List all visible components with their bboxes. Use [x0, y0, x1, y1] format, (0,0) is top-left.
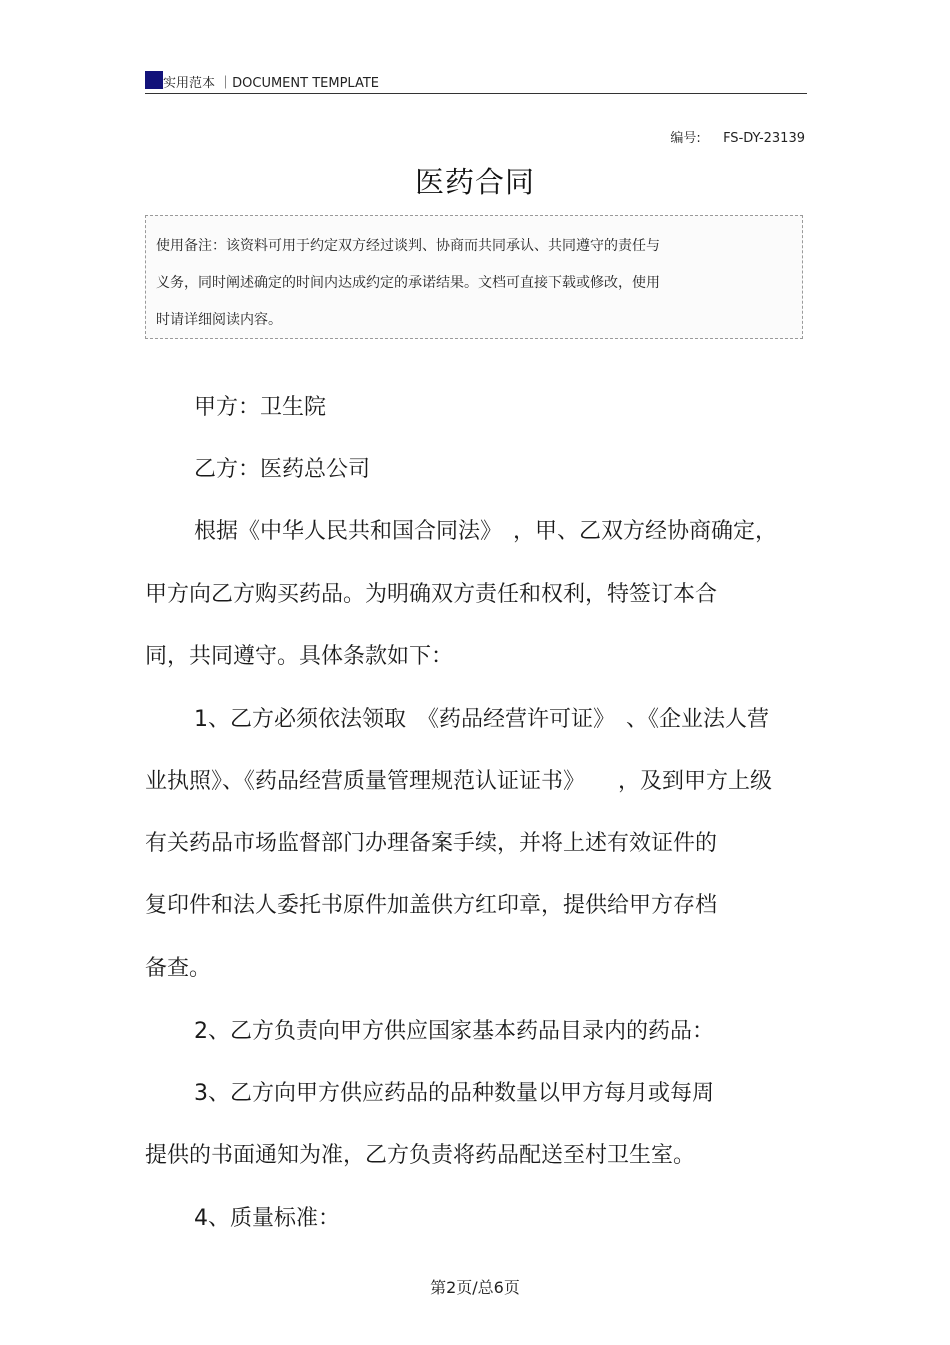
page-header [145, 68, 807, 94]
page-footer: 第2页/总6页 [430, 1278, 520, 1297]
party-b-line: 乙方：医药总公司 [194, 457, 371, 482]
clause-4-line: 4、质量标准： [194, 1206, 340, 1231]
body-paragraph-line: 甲方向乙方购买药品。为明确双方责任和权利，特签订本合 [145, 582, 718, 607]
party-a-line: 甲方：卫生院 [194, 395, 327, 420]
document-title: 医药合同 [414, 165, 535, 199]
clause-1-line: 复印件和法人委托书原件加盖供方红印章，提供给甲方存档 [145, 893, 718, 918]
clause-3-line: 提供的书面通知为准，乙方负责将药品配送至村卫生室。 [145, 1143, 696, 1168]
clause-1-line: 有关药品市场监督部门办理备案手续，并将上述有效证件的 [145, 831, 718, 856]
document-number-value: FS-DY-23139 [723, 131, 805, 146]
clause-2-line: 2、乙方负责向甲方供应国家基本药品目录内的药品： [194, 1019, 714, 1044]
clause-1-line: 备查。 [145, 956, 212, 981]
header-brand-text: 实用范本 ｜DOCUMENT TEMPLATE [163, 76, 379, 91]
clause-3-line: 3、乙方向甲方供应药品的品种数量以甲方每月或每周 [194, 1081, 714, 1106]
body-paragraph-line: 同，共同遵守。具体条款如下： [145, 644, 454, 669]
usage-note-line: 义务，同时阐述确定的时间内达成约定的承诺结果。文档可直接下载或修改，使用 [156, 275, 660, 291]
usage-note-line: 使用备注：该资料可用于约定双方经过谈判、协商而共同承认、共同遵守的责任与 [156, 238, 660, 254]
clause-1-line: 业执照》、《药品经营质量管理规范认证证书》 ，及到甲方上级 [145, 769, 773, 794]
usage-note-line: 时请详细阅读内容。 [156, 312, 282, 328]
usage-note-box [145, 215, 803, 339]
document-number [670, 127, 805, 146]
document-number-label: 编号: [670, 131, 701, 146]
clause-1-line: 1、乙方必须依法领取 《药品经营许可证》 、《企业法人营 [194, 707, 769, 732]
logo-icon [145, 71, 163, 89]
body-paragraph-line: 根据《中华人民共和国合同法》 ，甲、乙双方经协商确定， [194, 519, 778, 544]
